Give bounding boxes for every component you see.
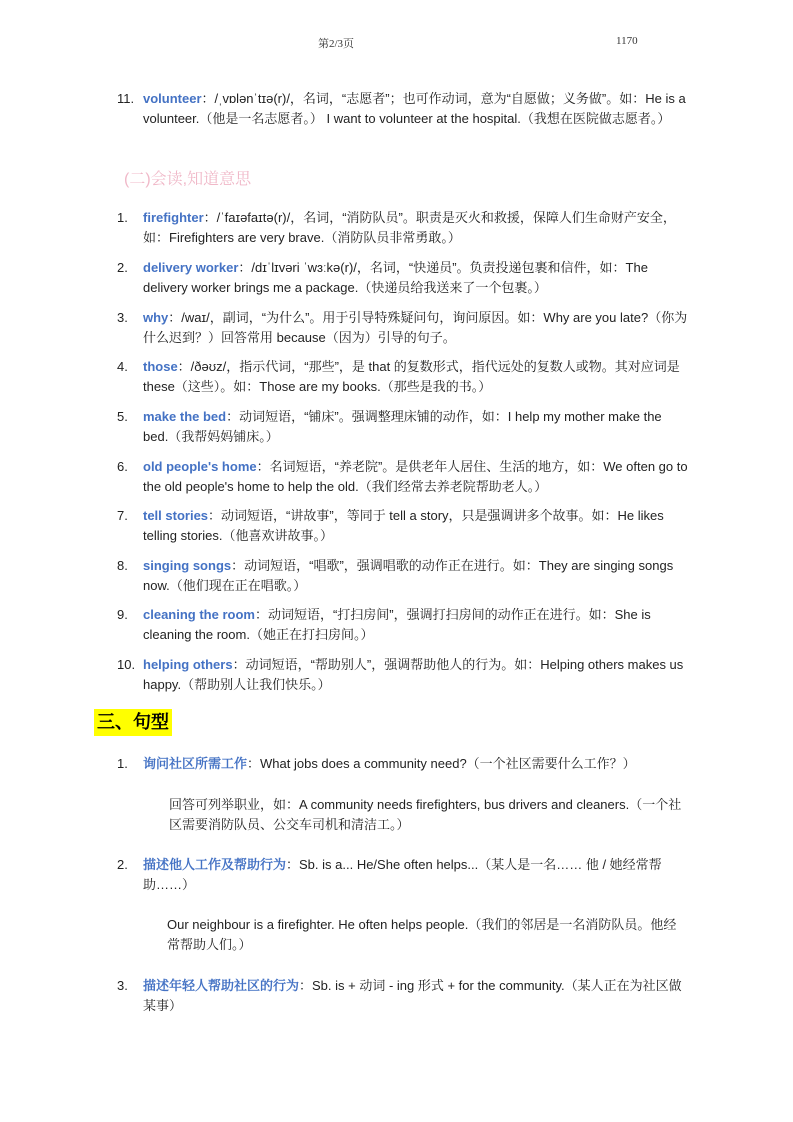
page-indicator: 第2/3页 [318, 38, 355, 50]
vocab-definition: ：动词短语，“铺床”。强调整理床铺的动作，如：I help my mother make the bed.（我帮妈妈铺床。） [143, 409, 662, 444]
vocab-item-volunteer [117, 89, 689, 129]
vocab-term: singing songs [143, 558, 232, 573]
item-number: 8. [117, 558, 128, 573]
pattern-text: ：Sb. is a... He/She often helps...（某人是一名…… 他 / 她经常帮助……） [143, 857, 662, 892]
pattern-item [117, 976, 689, 1016]
pattern-term: 描述他人工作及帮助行为 [143, 857, 287, 872]
vocab-item [117, 655, 689, 695]
vocab-definition: ：动词短语，“打扫房间”，强调打扫房间的动作正在进行。如：She is cleaning the room.（她正在打扫房间。） [143, 607, 651, 642]
pattern-term: 询问社区所需工作 [143, 756, 248, 771]
document-number: 1170 [616, 35, 638, 47]
vocab-item [117, 258, 689, 298]
vocab-item [117, 506, 689, 546]
pattern-example: 回答可列举职业，如：A community needs firefighters, bus drivers and cleaners.（一个社区需要消防队员、公交车司机和清洁工。） [169, 797, 682, 832]
vocab-definition: ：名词短语，“养老院”。是供老年人居住、生活的地方，如：We often go to the old people's home to help the old.（我们经常去养老院帮助老人。） [143, 459, 688, 494]
item-number: 1. [117, 210, 128, 225]
item-number: 2. [117, 857, 128, 872]
vocab-item [117, 357, 689, 397]
vocab-term: helping others [143, 657, 233, 672]
item-number: 6. [117, 459, 128, 474]
vocab-item [117, 605, 689, 645]
item-number: 1. [117, 756, 128, 771]
vocab-term: make the bed [143, 409, 227, 424]
item-number: 5. [117, 409, 128, 424]
vocab-definition: ：动词短语，“唱歌”，强调唱歌的动作正在进行。如：They are singing songs now.（他们现在正在唱歌。） [143, 558, 674, 593]
pattern-item [117, 855, 689, 895]
item-number: 3. [117, 310, 128, 325]
vocab-term: old people's home [143, 459, 257, 474]
vocab-item [117, 407, 689, 447]
pattern-term: 描述年轻人帮助社区的行为 [143, 978, 300, 993]
pattern-text: ：Sb. is + 动词 - ing 形式 + for the community.（某人正在为社区做某事） [143, 978, 682, 1013]
vocab-item [117, 308, 689, 348]
vocab-definition: ：/ˈfaɪəfaɪtə(r)/，名词，“消防队员”。职责是灭火和救援，保障人们生命财产安全，如：Firefighters are very brave.（消防队员非常勇敢。） [143, 210, 676, 245]
item-number: 10. [117, 657, 136, 672]
vocab-term: volunteer [143, 91, 202, 106]
pattern-item [117, 754, 689, 774]
item-number: 11. [117, 91, 135, 106]
subheading: (二)会读,知道意思 [124, 171, 252, 188]
vocab-definition: ：/ˌvɒlənˈtɪə(r)/，名词，“志愿者”；也可作动词，意为“自愿做；义务做”。如：He is a volunteer.（他是一名志愿者。） I want to volunteer at the hospital.（我想在医院做志愿者。） [143, 91, 686, 126]
vocab-term: cleaning the room [143, 607, 255, 622]
page-header [0, 35, 793, 51]
vocab-definition: ：/dɪˈlɪvəri ˈwɜːkə(r)/，名词，“快递员”。负责投递包裹和信件，如：The delivery worker brings me a package.（快递员给我送来了一个包裹。） [143, 260, 648, 295]
item-number: 9. [117, 607, 128, 622]
vocab-item [117, 208, 689, 248]
item-number: 4. [117, 359, 128, 374]
section-title: 三、句型 [94, 709, 172, 736]
vocab-term: delivery worker [143, 260, 239, 275]
item-number: 3. [117, 978, 128, 993]
pattern-text: ：What jobs does a community need?（一个社区需要什么工作？） [247, 756, 636, 771]
vocab-definition: ：动词短语，“讲故事”，等同于 tell a story，只是强调讲多个故事。如：He likes telling stories.（他喜欢讲故事。） [143, 508, 664, 543]
vocab-definition: ：/ðəʊz/，指示代词，“那些”，是 that 的复数形式，指代远处的复数人或物。其对应词是 these（这些）。如：Those are my books.（那些是我的书。） [143, 359, 680, 394]
vocab-term: firefighter [143, 210, 204, 225]
pattern-example: Our neighbour is a firefighter. He often helps people.（我们的邻居是一名消防队员。他经常帮助人们。） [167, 917, 677, 952]
vocab-definition: ：/waɪ/，副词，“为什么”。用于引导特殊疑问句，询问原因。如：Why are you late?（你为什么迟到？）回答常用 because（因为）引导的句子。 [143, 310, 688, 345]
item-number: 2. [117, 260, 128, 275]
vocab-term: tell stories [143, 508, 209, 523]
vocab-term: why [143, 310, 169, 325]
item-number: 7. [117, 508, 128, 523]
vocab-definition: ：动词短语，“帮助别人”，强调帮助他人的行为。如：Helping others makes us happy.（帮助别人让我们快乐。） [143, 657, 684, 692]
vocab-item [117, 457, 689, 497]
vocab-term: those [143, 359, 178, 374]
vocab-item [117, 556, 689, 596]
